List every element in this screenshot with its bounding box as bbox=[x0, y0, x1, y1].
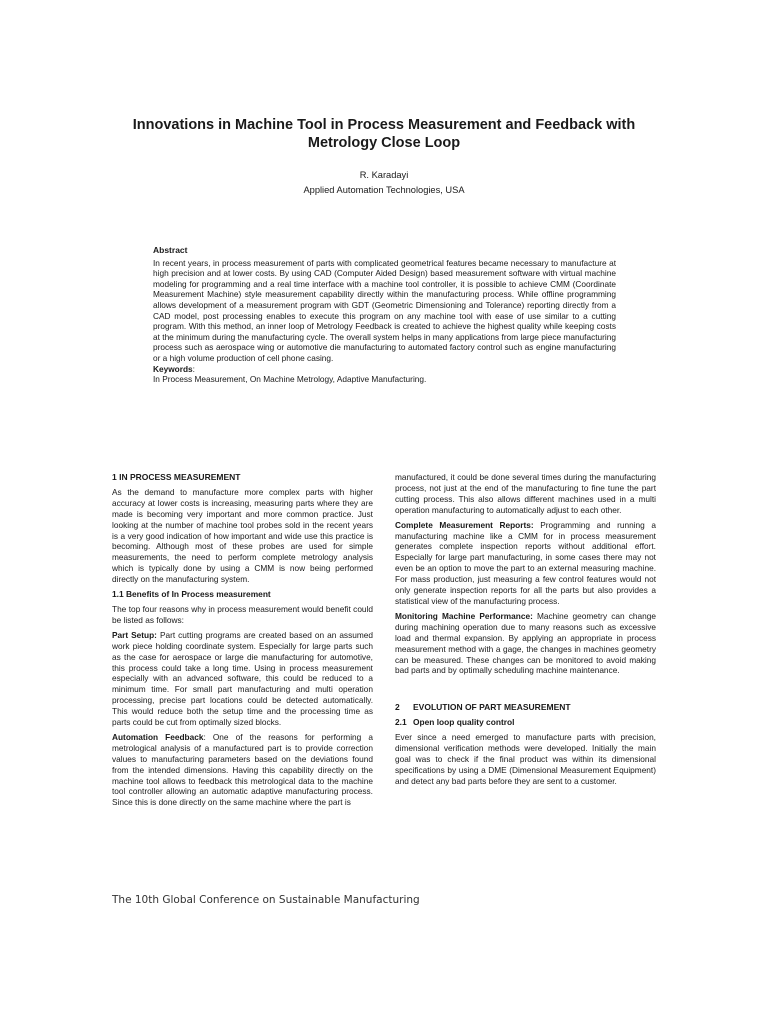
keywords-list: In Process Measurement, On Machine Metrology, Adaptive Manufacturing. bbox=[153, 374, 427, 385]
title-line-1: Innovations in Machine Tool in Process Measurement and Feedback with bbox=[132, 117, 636, 133]
automation-feedback-label: Automation Feedback bbox=[112, 731, 204, 742]
section-1-paragraph: As the demand to manufacture more complex parts with higher accuracy at lower costs is increasing, measuring parts where they are made is becoming very important and more common practice. Just looking at the number of machine tool probes sold in the recent years is a very good indication of how important and wide use this practice is becoming. Although most of these probes are used for simple measurements, the need to perform complete metrology analysis which is typically done by using a CMM is now being performed directly on the manufacturing system. bbox=[112, 486, 373, 585]
section-1-heading: 1 IN PROCESS MEASUREMENT bbox=[112, 472, 241, 482]
monitoring-label: Monitoring Machine Performance: bbox=[395, 610, 533, 621]
part-setup-paragraph bbox=[112, 630, 373, 728]
left-column bbox=[112, 472, 373, 812]
monitoring-paragraph bbox=[395, 611, 656, 676]
paper-title bbox=[100, 116, 668, 152]
part-setup-label: Part Setup: bbox=[112, 629, 157, 640]
complete-reports-paragraph bbox=[395, 520, 656, 607]
abstract-section bbox=[153, 245, 616, 385]
continued-paragraph: manufactured, it could be done several times during the manufacturing process, not just at the end of the manufacturing to fine tune the part cutting process. This also allows different machines used in a multi operation manufacturing to automatically adjust to each other. bbox=[395, 472, 656, 515]
keywords-colon: : bbox=[192, 363, 195, 374]
subsection-1-1-intro: The top four reasons why in process measurement would benefit could be listed as follows: bbox=[112, 603, 373, 625]
subsection-2-1-title: Open loop quality control bbox=[413, 717, 515, 728]
right-column bbox=[395, 472, 656, 791]
subsection-1-1-heading: 1.1 Benefits of In Process measurement bbox=[112, 589, 271, 600]
automation-feedback-paragraph bbox=[112, 732, 373, 808]
monitoring-text: Machine geometry can change during machining operation due to many reasons such as excessive load and thermal expansion. By applying an appropriate in process measurement method with a gage, the changes in machines geometry can be measured. These changes can be monitored to avoid making bad parts and by optimally scheduling machine maintenance. bbox=[395, 610, 656, 676]
author-name: R. Karadayi bbox=[359, 170, 409, 180]
section-2-number: 2 bbox=[395, 702, 400, 713]
author-affiliation: Applied Automation Technologies, USA bbox=[303, 185, 465, 195]
subsection-2-1-number: 2.1 bbox=[395, 717, 407, 728]
keywords-block bbox=[153, 364, 616, 385]
part-setup-text: Part cutting programs are created based on an assumed work piece holding coordinate system. Especially for large parts such as the case for aerospace or large die manufacturing for automotive, this process could take a long time. Using in process measurement especially with an advanced software, this could be reduced to a minimum time. For small part manufacturing and multi operation processing, precise part locations could be detected automatically. This would reduce both the setup time and the processing time as parts could be cut from optimally sized blocks. bbox=[112, 629, 373, 728]
conference-footer: The 10th Global Conference on Sustainable Manufacturing bbox=[112, 894, 420, 906]
complete-reports-label: Complete Measurement Reports: bbox=[395, 519, 534, 530]
automation-feedback-text: : One of the reasons for performing a metrological analysis of a manufactured part is to provide correction values to manufacturing parameters based on the deviations found from the intended dimensions. Having this capability directly on the machine tool allows to feedback this metrological data to the machine tool controller allowing an automatic adaptive manufacturing process. Since this is done directly on the same machine where the part is bbox=[112, 731, 373, 808]
title-line-2: Metrology Close Loop bbox=[307, 135, 461, 151]
section-2-title: EVOLUTION OF PART MEASUREMENT bbox=[413, 702, 571, 713]
section-2-heading bbox=[395, 702, 656, 713]
subsection-2-1-paragraph: Ever since a need emerged to manufacture parts with precision, dimensional verification methods were developed. Initially the main goal was to check if the final product was within its dimensional specifications by using a DME (Dimensional Measurement Equipment) and detect any bad parts before they are sent to a customer. bbox=[395, 732, 656, 786]
abstract-heading: Abstract bbox=[153, 245, 188, 255]
subsection-2-1-heading bbox=[395, 717, 656, 728]
complete-reports-text: Programming and running a manufacturing machine like a CMM for in process measurement generates complete inspection reports without additional effort. Especially for large part manufacturing, in some cases there may not even be an option to move the part to an external measuring machine. For mass production, just measuring a few control features would not only generate inspection reports for all the parts but also provides a statistical view of the manufacturing process. bbox=[395, 519, 656, 606]
keywords-label: Keywords bbox=[153, 363, 193, 374]
abstract-text: In recent years, in process measurement of parts with complicated geometrical features became necessary to manufacture at high precision and at lower costs. By using CAD (Computer Aided Design) based measurement software with virtual machine modeling for programming and a real time interface with a machine tool controller, it is possible to achieve CMM (Coordinate Measurement Machine) style measurement capability directly within the manufacturing process. While offline programming allows development of a measurement program with GDT (Geometric Dimensioning and Tolerance) reporting directly from a CAD model, post processing enables to execute this program on any machine tool with ease of use similar to a cutting program. With this method, an inner loop of Metrology Feedback is created to achieve the highest quality while keeping costs at the minimum during the manufacturing cycle. The overall system helps in many applications from large piece manufacturing process such as aerospace wing or automotive die manufacturing to automated factory control such as engine manufacturing or a high volume production of cell phone casing. bbox=[153, 257, 616, 363]
